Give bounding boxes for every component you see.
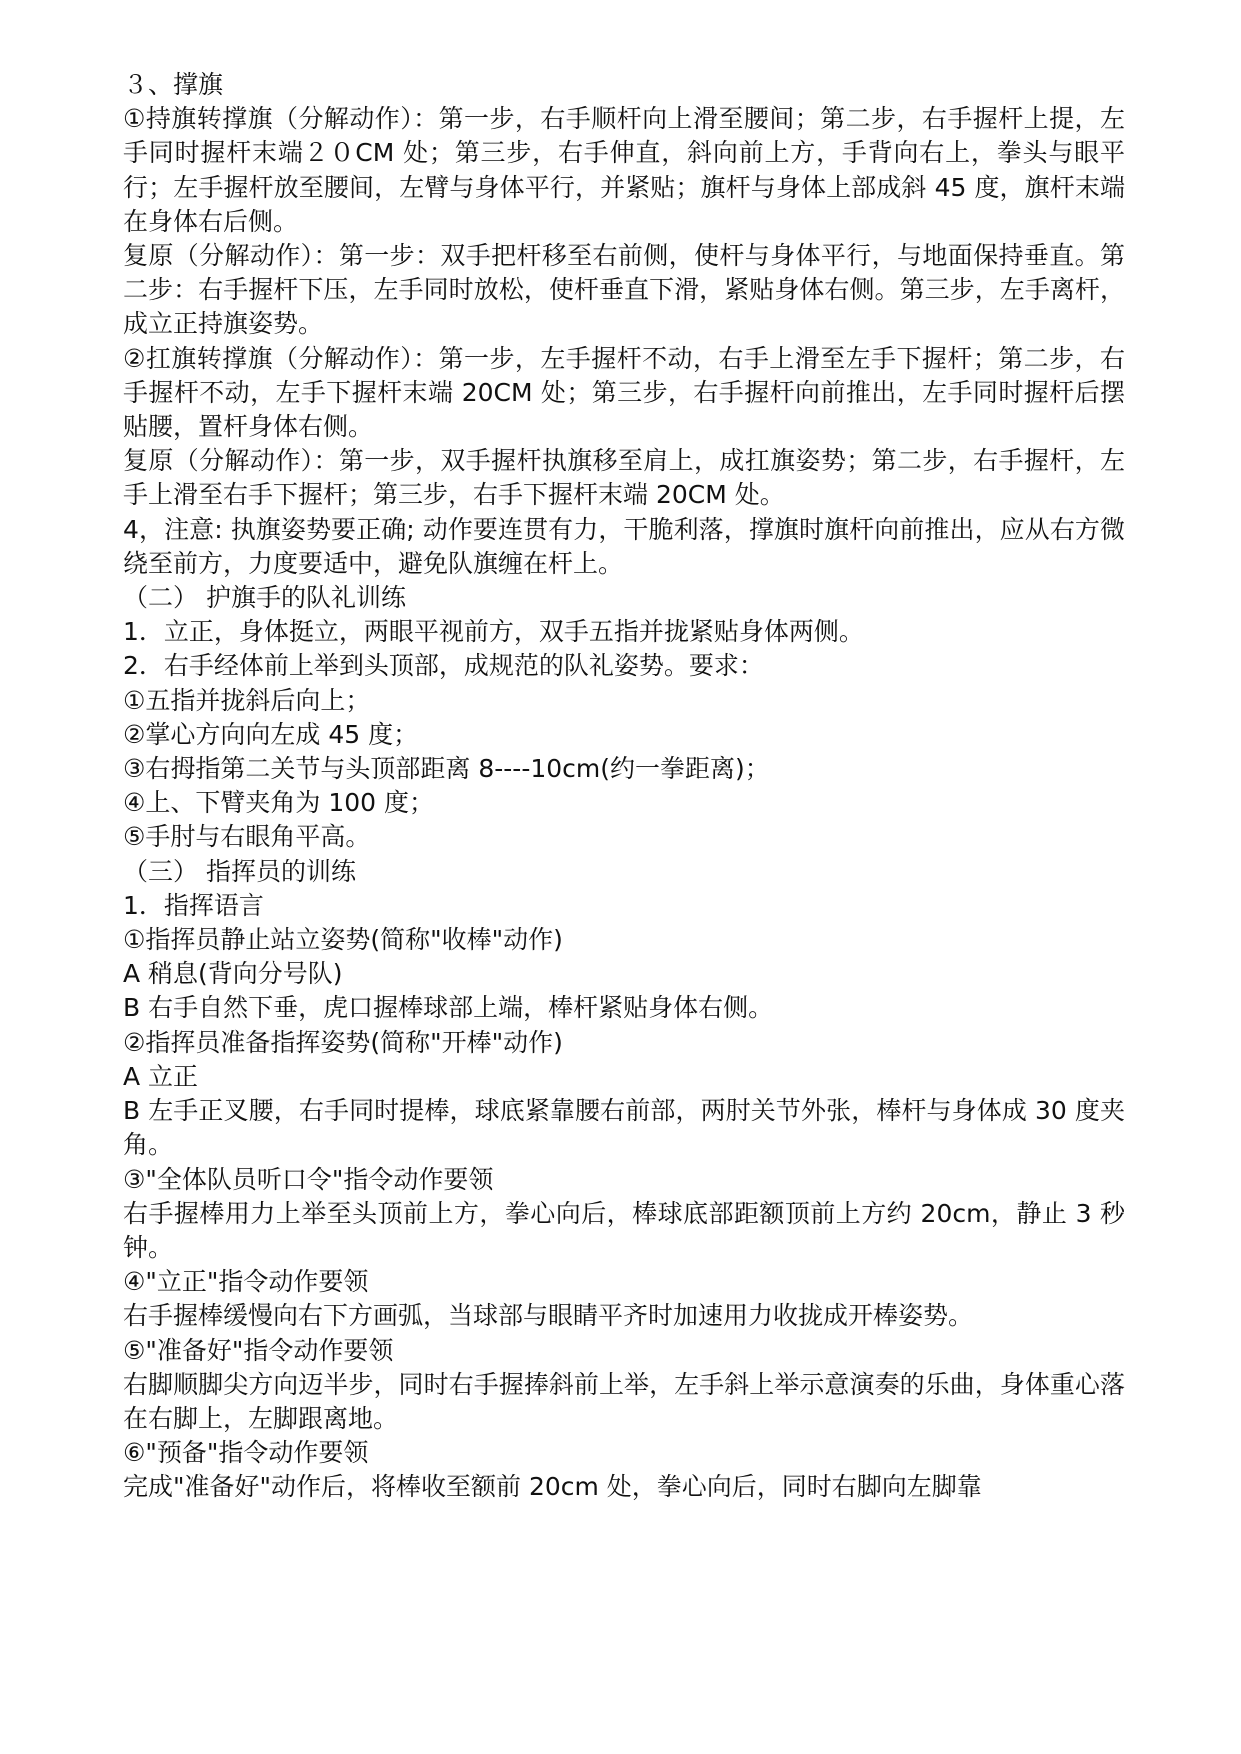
list-item: 2．右手经体前上举到头顶部，成规范的队礼姿势。要求：: [123, 651, 764, 681]
list-item: A 立正: [123, 1061, 199, 1091]
list-item: ①五指并拢斜后向上；: [123, 685, 371, 715]
list-item: 1．立正，身体挺立，两眼平视前方，双手五指并拢紧贴身体两侧。: [123, 617, 864, 647]
list-item: ①指挥员静止站立姿势(简称"收棒"动作): [123, 925, 563, 955]
list-item: B 右手自然下垂，虎口握棒球部上端，棒杆紧贴身体右侧。: [123, 993, 774, 1023]
section-heading-conductor-training: （三） 指挥员的训练: [123, 856, 356, 886]
paragraph: 右手握棒缓慢向右下方画弧，当球部与眼睛平齐时加速用力收拢成开棒姿势。: [123, 1301, 974, 1331]
section-heading-flag-support: ３、撑旗: [123, 70, 224, 99]
list-item: ③"全体队员听口令"指令动作要领: [123, 1164, 494, 1194]
list-item: ③右拇指第二关节与头顶部距离 8----10cm(约一拳距离)；: [123, 754, 770, 784]
list-item: B 左手正叉腰，右手同时提棒，球底紧靠腰右前部，两肘关节外张，棒杆与身体成 30 度夹角。: [123, 1096, 1125, 1160]
list-item: ②指挥员准备指挥姿势(简称"开棒"动作): [123, 1027, 563, 1057]
list-item: ④上、下臂夹角为 100 度；: [123, 788, 435, 818]
paragraph: 右手握棒用力上举至头顶前上方，拳心向后，棒球底部距额顶前上方约 20cm，静止 3 秒钟。: [123, 1198, 1125, 1262]
paragraph: 复原（分解动作）：第一步，双手握杆执旗移至肩上，成扛旗姿势；第二步，右手握杆，左手上滑至右手下握杆；第三步，右手下握杆末端 20CM 处。: [123, 446, 1125, 510]
document-page: [123, 68, 1125, 1505]
list-item: ⑥"预备"指令动作要领: [123, 1438, 369, 1468]
paragraph: ①持旗转撑旗（分解动作）：第一步，右手顺杆向上滑至腰间；第二步，右手握杆上提，左手同时握杆末端２０CM 处；第三步，右手伸直，斜向前上方，手背向右上，拳头与眼平行；左手握杆放至腰间，左臂与身体平行，并紧贴；旗杆与身体上部成斜 45 度，旗杆末端在身体右后侧。: [123, 104, 1125, 236]
note-paragraph: 4，注意: 执旗姿势要正确; 动作要连贯有力，干脆利落，撑旗时旗杆向前推出，应从右方微绕至前方，力度要适中，避免队旗缠在杆上。: [123, 514, 1125, 578]
paragraph: 复原（分解动作）：第一步：双手把杆移至右前侧，使杆与身体平行，与地面保持垂直。第二步：右手握杆下压，左手同时放松，使杆垂直下滑，紧贴身体右侧。第三步，左手离杆，成立正持旗姿势。: [123, 241, 1125, 339]
list-item: ⑤手肘与右眼角平高。: [123, 822, 371, 852]
list-item: ⑤"准备好"指令动作要领: [123, 1335, 394, 1365]
paragraph: ②扛旗转撑旗（分解动作）：第一步，左手握杆不动，右手上滑至左手下握杆；第二步，右手握杆不动，左手下握杆末端 20CM 处；第三步，右手握杆向前推出，左手同时握杆后摆贴腰，置杆身体右侧。: [123, 343, 1125, 442]
section-heading-guard-salute: （二） 护旗手的队礼训练: [123, 583, 406, 613]
paragraph: 完成"准备好"动作后，将棒收至额前 20cm 处，拳心向后，同时右脚向左脚靠: [123, 1472, 982, 1502]
list-item: ②掌心方向向左成 45 度；: [123, 719, 419, 749]
list-item: ④"立正"指令动作要领: [123, 1267, 369, 1297]
subheading: 1．指挥语言: [123, 890, 264, 920]
paragraph: 右脚顺脚尖方向迈半步，同时右手握捧斜前上举，左手斜上举示意演奏的乐曲，身体重心落在右脚上，左脚跟离地。: [123, 1369, 1125, 1433]
list-item: A 稍息(背向分号队): [123, 959, 343, 989]
